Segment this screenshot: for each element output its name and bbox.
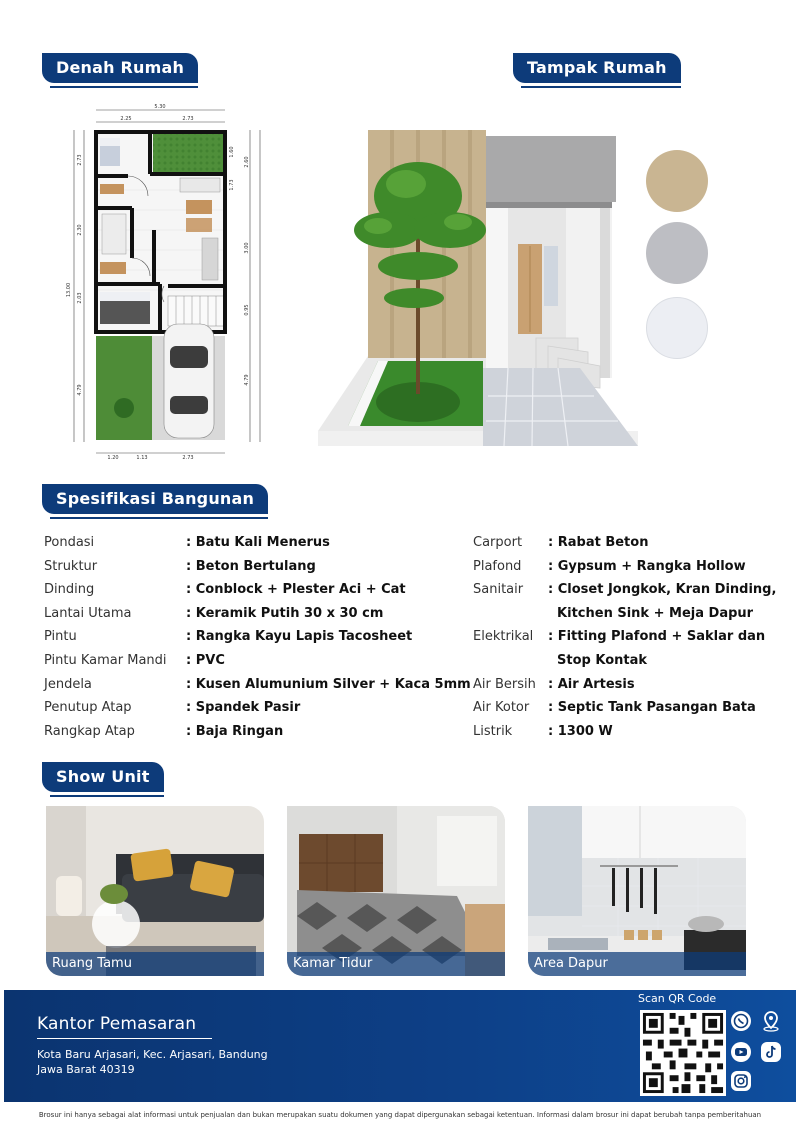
disclaimer-text: Brosur ini hanya sebagai alat informasi untuk penjualan dan bukan merupakan suatu dokumen yang dapat dipergunakan sebagai ketentuan. Informasi dalam brosur ini dapat berubah tanpa pemberitahuan (38, 1111, 762, 1119)
spec-row (44, 625, 471, 649)
dim-right-a: 1.60 (229, 146, 235, 158)
unit-photo-living-room (46, 806, 264, 976)
section-title-tampak: Tampak Rumah (513, 53, 681, 83)
spec-value: : Spandek Pasir (186, 700, 301, 716)
spec-value: : Kusen Alumunium Silver + Kaca 5mm (186, 676, 471, 692)
spec-row (473, 625, 776, 649)
youtube-icon[interactable] (730, 1041, 752, 1063)
whatsapp-icon[interactable] (730, 1010, 752, 1032)
spec-row (473, 673, 776, 697)
spec-value: : Rangka Kayu Lapis Tacosheet (186, 629, 413, 645)
dim-right-e: 0.95 (244, 304, 250, 316)
unit-caption: Area Dapur (528, 952, 746, 976)
spec-label: Listrik (473, 723, 513, 739)
spec-value: : Septic Tank Pasangan Bata (548, 700, 756, 716)
spec-label: Pondasi (44, 535, 95, 550)
spec-value: : Closet Jongkok, Kran Dinding, (548, 582, 777, 598)
marketing-office-footer (4, 990, 796, 1102)
unit-caption: Ruang Tamu (46, 952, 264, 976)
spec-value: : PVC (186, 652, 225, 668)
spec-value: : Beton Bertulang (186, 558, 316, 574)
spec-label: Rangkap Atap (44, 723, 135, 739)
spec-row (44, 578, 471, 602)
dim-left-a: 2.73 (77, 154, 83, 166)
spec-label: Penutup Atap (44, 700, 132, 716)
color-swatch-white (646, 297, 708, 359)
living-room-image (46, 806, 264, 976)
spec-value: Kitchen Sink + Meja Dapur (548, 605, 754, 621)
section-title-show-unit: Show Unit (42, 762, 164, 792)
spec-value: : Keramik Putih 30 x 30 cm (186, 605, 384, 621)
dim-right-c: 1.73 (229, 179, 235, 191)
spec-row (473, 531, 776, 555)
dim-right-d: 3.00 (244, 242, 250, 254)
color-swatch-grey (646, 222, 708, 284)
spec-row (44, 602, 471, 626)
spec-value: : Air Artesis (548, 676, 635, 692)
spec-row (44, 720, 471, 744)
dim-left-d: 4.79 (77, 384, 83, 396)
spec-row (473, 720, 776, 744)
spec-value: : 1300 W (548, 723, 613, 739)
spec-label: Jendela (44, 676, 92, 692)
spec-row (473, 555, 776, 579)
floor-plan (60, 100, 300, 465)
spec-label: Lantai Utama (44, 605, 132, 621)
spec-label: Elektrikal (473, 629, 534, 645)
spec-label: Sanitair (473, 582, 524, 598)
spec-value: Stop Kontak (548, 652, 648, 668)
spec-label: Air Bersih (473, 676, 536, 692)
dim-right-b: 2.60 (244, 156, 250, 168)
unit-caption: Kamar Tidur (287, 952, 505, 976)
spec-value: : Batu Kali Menerus (186, 535, 330, 550)
tiktok-icon[interactable] (760, 1041, 782, 1063)
spec-row (44, 555, 471, 579)
qr-code[interactable] (640, 1010, 726, 1096)
divider (37, 1038, 212, 1039)
dim-bottom-b: 1.13 (136, 455, 148, 461)
spec-row (44, 531, 471, 555)
dim-bottom-c: 2.73 (182, 455, 194, 461)
dim-top-b: 2.73 (182, 116, 194, 122)
spec-list-right (473, 531, 776, 743)
spec-row (44, 649, 471, 673)
section-title-spesifikasi: Spesifikasi Bangunan (42, 484, 268, 514)
spec-row (473, 602, 776, 626)
spec-label: Air Kotor (473, 700, 530, 716)
spec-label (473, 649, 548, 673)
dim-top-total: 5.30 (154, 104, 166, 110)
location-pin-icon[interactable] (760, 1010, 782, 1032)
dim-right-f: 4.79 (244, 374, 250, 386)
spec-row (44, 696, 471, 720)
office-title: Kantor Pemasaran (37, 1014, 197, 1034)
spec-row (473, 578, 776, 602)
spec-label: Pintu Kamar Mandi (44, 652, 167, 668)
kitchen-image (528, 806, 746, 976)
unit-photo-bedroom (287, 806, 505, 976)
spec-label: Struktur (44, 558, 98, 574)
color-swatch-tan (646, 150, 708, 212)
unit-photo-kitchen (528, 806, 746, 976)
instagram-icon[interactable] (730, 1070, 752, 1092)
office-address-line-2: Jawa Barat 40319 (37, 1063, 135, 1076)
house-facade-render (318, 126, 638, 446)
scan-qr-label: Scan QR Code (638, 992, 717, 1005)
spec-row (44, 673, 471, 697)
dim-left-b: 2.30 (77, 224, 83, 236)
spec-row (473, 696, 776, 720)
section-title-denah: Denah Rumah (42, 53, 198, 83)
spec-label: Plafond (473, 558, 522, 574)
spec-label: Carport (473, 535, 523, 550)
dim-top-a: 2.25 (120, 116, 132, 122)
office-address-line-1: Kota Baru Arjasari, Kec. Arjasari, Bandung (37, 1048, 268, 1061)
spec-list-left (44, 531, 471, 743)
spec-label (473, 602, 548, 626)
spec-value: : Baja Ringan (186, 723, 284, 739)
dim-left-c: 2.03 (77, 292, 83, 304)
dim-left-total: 13.00 (66, 282, 72, 298)
spec-row (473, 649, 776, 673)
spec-value: : Gypsum + Rangka Hollow (548, 558, 746, 574)
spec-value: : Conblock + Plester Aci + Cat (186, 582, 406, 598)
dim-bottom-a: 1.20 (107, 455, 119, 461)
spec-label: Pintu (44, 629, 77, 645)
spec-label: Dinding (44, 582, 95, 598)
spec-value: : Fitting Plafond + Saklar dan (548, 629, 766, 645)
bedroom-image (287, 806, 505, 976)
spec-value: : Rabat Beton (548, 535, 649, 550)
